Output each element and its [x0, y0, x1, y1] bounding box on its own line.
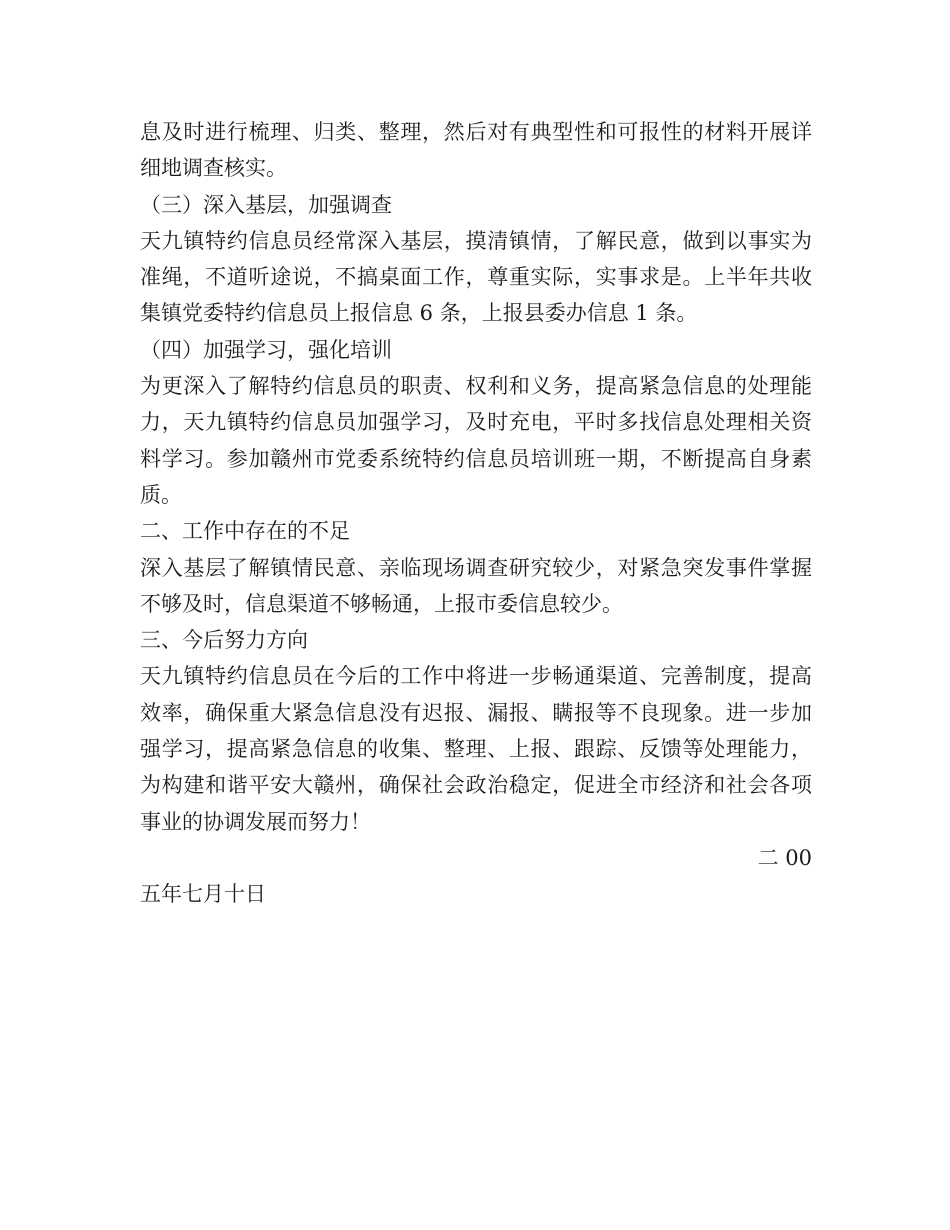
text-line: 效率，确保重大紧急信息没有迟报、漏报、瞒报等不良现象。进一步加 — [140, 700, 812, 725]
text-line: 天九镇特约信息员经常深入基层，摸清镇情，了解民意，做到以事实为 — [140, 228, 812, 253]
section-heading: 二、工作中存在的不足 — [140, 519, 350, 544]
text-line: 料学习。参加赣州市党委系统特约信息员培训班一期，不断提高自身素 — [140, 446, 812, 471]
text-line: 深入基层了解镇情民意、亲临现场调查研究较少，对紧急突发事件掌握 — [140, 555, 812, 580]
text-line: 天九镇特约信息员在今后的工作中将进一步畅通渠道、完善制度，提高 — [140, 664, 812, 689]
date-line-rest: 五年七月十日 — [140, 882, 266, 907]
document-body — [140, 114, 812, 913]
text-line: 为构建和谐平安大赣州，确保社会政治稳定，促进全市经济和社会各项 — [140, 773, 812, 798]
text-line: 准绳，不道听途说，不搞桌面工作，尊重实际，实事求是。上半年共收 — [140, 265, 812, 290]
text-line: 力，天九镇特约信息员加强学习，及时充电，平时多找信息处理相关资 — [140, 410, 812, 435]
section-heading: （三）深入基层，加强调查 — [140, 192, 392, 217]
text-line: 不够及时，信息渠道不够畅通，上报市委信息较少。 — [140, 591, 623, 616]
text-line: 为更深入了解特约信息员的职责、权利和义务，提高紧急信息的处理能 — [140, 374, 812, 399]
section-heading: （四）加强学习，强化培训 — [140, 337, 392, 362]
text-line: 强学习，提高紧急信息的收集、整理、上报、跟踪、反馈等处理能力， — [140, 737, 812, 762]
text-line: 集镇党委特约信息员上报信息 6 条，上报县委办信息 1 条。 — [140, 301, 698, 326]
text-line: 细地调查核实。 — [140, 156, 287, 181]
text-line: 息及时进行梳理、归类、整理，然后对有典型性和可报性的材料开展详 — [140, 120, 812, 144]
section-heading: 三、今后努力方向 — [140, 628, 308, 653]
text-line: 质。 — [140, 482, 182, 507]
date-line-year: 二 00 — [757, 845, 812, 870]
text-line: 事业的协调发展而努力！ — [140, 809, 371, 834]
